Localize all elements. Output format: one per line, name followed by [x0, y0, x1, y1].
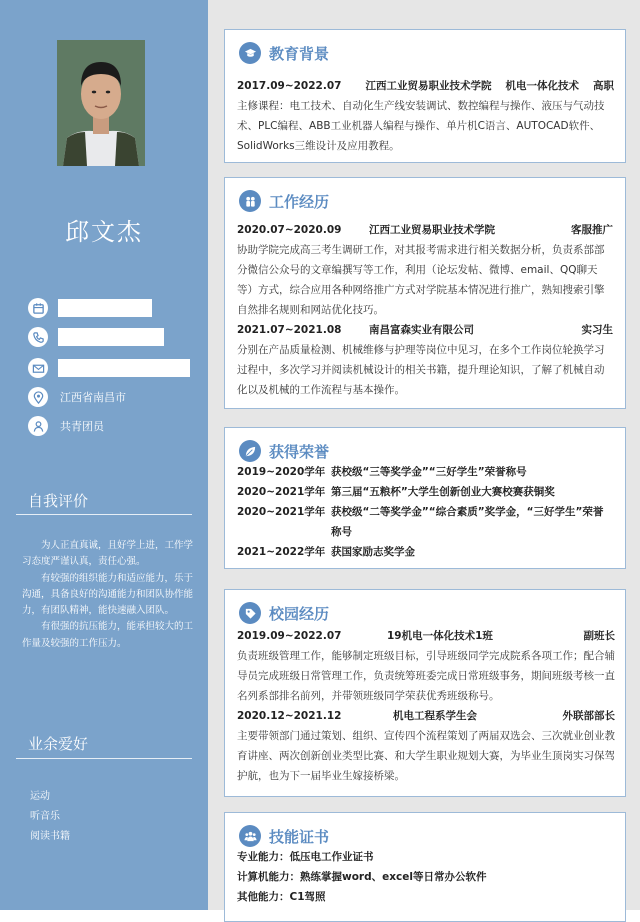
work-desc: 协助学院完成高三考生调研工作，对其报考需求进行相关数据分析，负责系部部分微信公众号的文章编撰写等工作，利用（论坛发帖、微博、email、QQ聊天等）方式，综合应用各种网络推广方式对学院基本情况进行推广，熟知搜索引擎自然排名规则和网站优化技巧。: [237, 244, 605, 316]
work-org: 江西工业贸易职业技术学院: [369, 224, 495, 236]
address-text: 江西省南昌市: [60, 391, 126, 404]
address-row: [28, 387, 126, 407]
work-body: [237, 220, 613, 400]
location-pin-icon: [28, 387, 48, 407]
people-group-icon: [239, 825, 261, 847]
work-card: [224, 177, 626, 409]
education-header: [239, 42, 329, 64]
honor-item: [237, 462, 609, 482]
profile-name: 邱文杰: [65, 218, 143, 246]
honor-text: 第三届“五粮杯”大学生创新创业大赛校赛获铜奖: [331, 486, 555, 498]
self-eval-paragraph: 有很强的抗压能力，能承担较大的工作量及较强的工作压力。: [22, 621, 194, 649]
campus-desc: 负责班级管理工作，能够制定班级目标，引导班级同学完成院系各项工作；配合辅导员完成班级日常管理工作，负责统筹班委完成日常班级事务，期间班级考核一直名列系部排名前列，并带领班级同学荣获优秀班级称号。: [237, 650, 615, 702]
education-entry-header: [237, 76, 615, 96]
education-body: [237, 76, 615, 156]
team-icon: [239, 190, 261, 212]
phone-icon: [28, 327, 48, 347]
honors-card: [224, 427, 626, 569]
education-card: [224, 29, 626, 163]
campus-role: 外联部部长: [562, 710, 615, 722]
email-row: [28, 358, 190, 378]
birthdate-row: [28, 298, 152, 318]
work-entry-header: [237, 320, 613, 340]
work-org: 南昌富森实业有限公司: [369, 324, 474, 336]
honor-text: 获校级“二等奖学金”“综合素质”奖学金，“三好学生”荣誉称号: [331, 506, 604, 538]
self-eval-text: [22, 538, 198, 652]
work-title: 工作经历: [269, 192, 330, 211]
hobby-item: 阅读书籍: [30, 831, 70, 842]
campus-entry-header: [237, 706, 615, 726]
skill-item: 专业能力：低压电工作业证书: [237, 851, 374, 863]
honor-item: [237, 502, 609, 542]
skills-header: [239, 825, 329, 847]
campus-role: 副班长: [583, 630, 615, 642]
honors-header: [239, 440, 329, 462]
redacted-phone: [58, 328, 164, 346]
main-column: [208, 0, 640, 910]
hobbies-divider: [16, 758, 192, 759]
work-entry-header: [237, 220, 613, 240]
honor-year: 2021~2022学年: [237, 546, 326, 558]
campus-title: 校园经历: [269, 604, 330, 623]
phone-row: [28, 327, 164, 347]
mail-icon: [28, 358, 48, 378]
skills-body: [237, 847, 613, 907]
hobbies-title: 业余爱好: [28, 735, 89, 753]
campus-card: [224, 589, 626, 797]
skills-title: 技能证书: [269, 827, 330, 846]
graduation-cap-icon: [239, 42, 261, 64]
education-major: 机电一体化技术: [505, 80, 579, 92]
skills-card: [224, 812, 626, 922]
honor-text: 获校级“三等奖学金”“三好学生”荣誉称号: [331, 466, 527, 478]
education-period: 2017.09~2022.07: [237, 80, 342, 92]
redacted-email: [58, 359, 190, 377]
campus-period: 2020.12~2021.12: [237, 710, 342, 722]
honors-body: [237, 462, 609, 562]
honor-text: 获国家励志奖学金: [331, 546, 415, 558]
person-icon: [28, 416, 48, 436]
sidebar: [0, 0, 208, 910]
campus-period: 2019.09~2022.07: [237, 630, 342, 642]
skill-item: 计算机能力：熟练掌握word、excel等日常办公软件: [237, 871, 487, 883]
tag-icon: [239, 602, 261, 624]
honor-item: [237, 482, 609, 502]
hobby-item: 听音乐: [30, 811, 60, 822]
campus-header: [239, 602, 329, 624]
political-status-text: 共青团员: [60, 420, 104, 433]
work-desc: 分别在产品质量检测、机械维修与护理等岗位中见习，在多个工作岗位轮换学习过程中，多次学习并阅读机械设计的相关书籍，提升理论知识，了解了机械自动化以及机械的工作流程与基本操作。: [237, 344, 605, 396]
work-header: [239, 190, 329, 212]
honors-title: 获得荣誉: [269, 442, 330, 461]
education-level: 高职: [592, 80, 614, 92]
calendar-icon: [28, 298, 48, 318]
honor-year: 2020~2021学年: [237, 506, 326, 518]
campus-org: 19机电一体化技术1班: [387, 630, 493, 642]
self-eval-divider: [16, 514, 192, 515]
work-period: 2021.07~2021.08: [237, 324, 342, 336]
self-eval-paragraph: 为人正直真诚，且好学上进，工作学习态度严谨认真，责任心强。: [22, 540, 194, 568]
education-title: 教育背景: [269, 44, 330, 63]
campus-entry-header: [237, 626, 615, 646]
work-role: 实习生: [581, 324, 613, 336]
hobby-item: 运动: [30, 791, 50, 802]
leaf-icon: [239, 440, 261, 462]
campus-org: 机电工程系学生会: [393, 710, 477, 722]
honor-item: [237, 542, 609, 562]
work-role: 客服推广: [571, 224, 613, 236]
profile-photo: [57, 40, 145, 166]
self-eval-paragraph: 有较强的组织能力和适应能力，乐于沟通，具备良好的沟通能力和团队协作能力，有团队精神，能快速融入团队。: [22, 572, 194, 617]
self-eval-title: 自我评价: [28, 492, 89, 510]
work-period: 2020.07~2020.09: [237, 224, 342, 236]
campus-desc: 主要带领部门通过策划、组织、宣传四个流程策划了两届双选会、三次就业创业教育讲座、两次创新创业类型比赛、和大学生职业规划大赛，为毕业生顶岗实习保驾护航，也为下一届毕业生嫁接桥梁。: [237, 730, 615, 782]
honor-year: 2020~2021学年: [237, 486, 326, 498]
campus-body: [237, 626, 615, 786]
education-courses: 主修课程：电工技术、自动化生产线安装调试、数控编程与操作、液压与气动技术、PLC编程、ABB工业机器人编程与操作、单片机C语言、AUTOCAD软件、SolidWorks三维设计及应用教程。: [237, 100, 605, 152]
honor-year: 2019~2020学年: [237, 466, 326, 478]
education-school: 江西工业贸易职业技术学院: [365, 80, 492, 92]
political-row: [28, 416, 104, 436]
redacted-birthdate: [58, 299, 152, 317]
skill-item: 其他能力：C1驾照: [237, 891, 326, 903]
